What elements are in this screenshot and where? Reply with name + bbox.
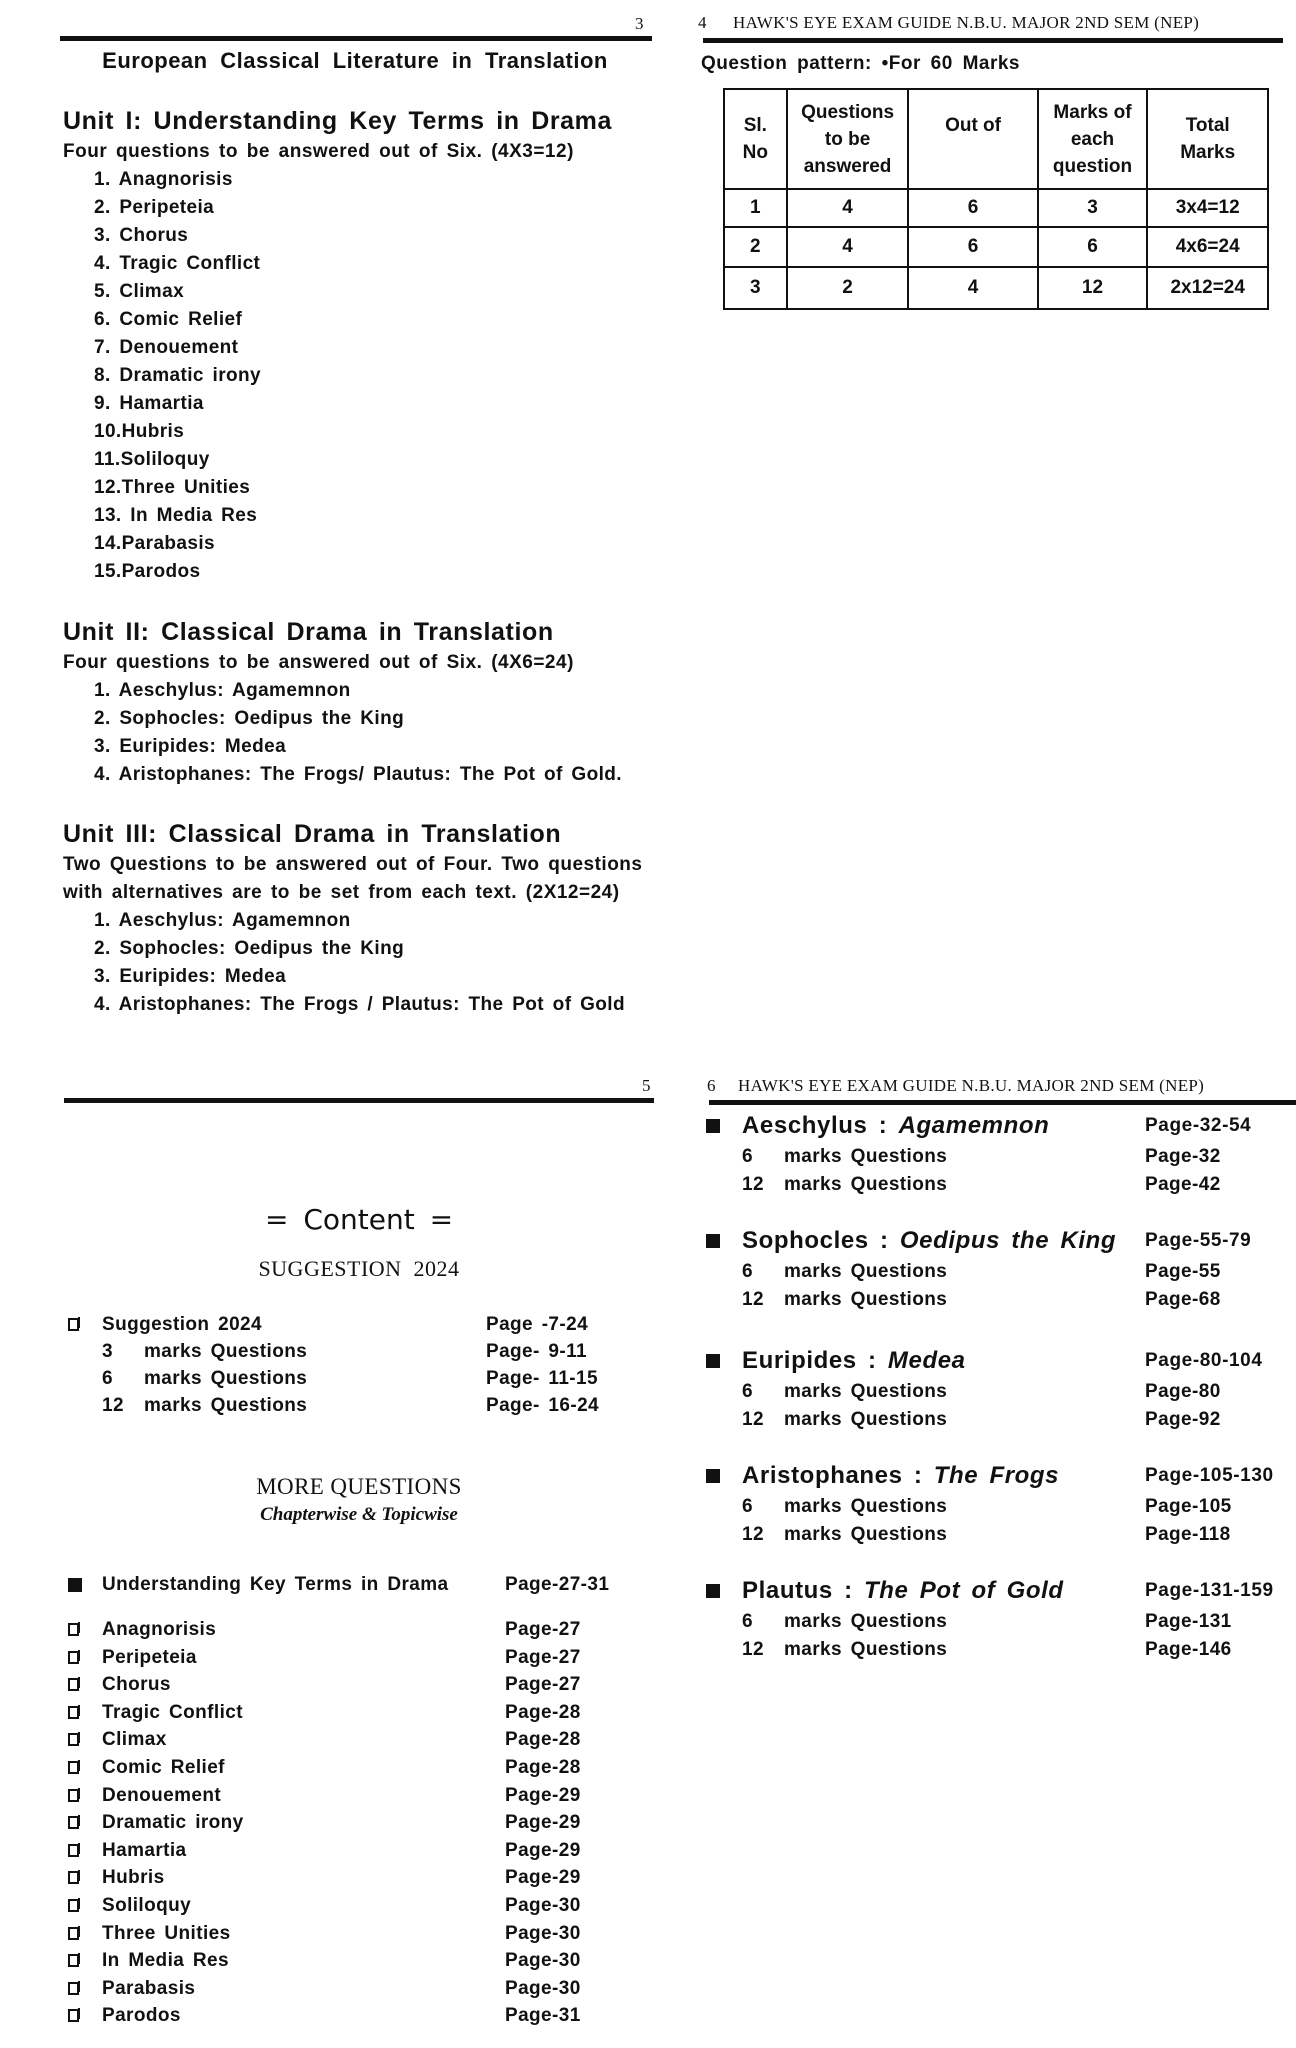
filled-square-icon [706, 1584, 720, 1598]
toc-entry-page: Page-92 [1145, 1408, 1221, 1430]
toc-entry-page: Page- 9-11 [486, 1341, 587, 1362]
toc-entry[interactable] [66, 1892, 646, 1919]
toc-entry-label: marks Questions [144, 1341, 308, 1362]
table-header-row [724, 89, 1268, 189]
unit-3-description-line-2: with alternatives are to be set from each text. (2X12=24) [63, 882, 620, 903]
toc-entry-page: Page-32-54 [1145, 1115, 1252, 1136]
toc-entry[interactable] [66, 2002, 646, 2029]
toc-entry-label: Anagnorisis [102, 1619, 217, 1640]
toc-entry-number: 6 [742, 1146, 753, 1167]
list-item: 3. Euripides: Medea [94, 736, 287, 757]
toc-entry-label: marks Questions [784, 1496, 948, 1517]
toc-entry-label: marks Questions [784, 1611, 948, 1632]
table-cell: 6 [908, 227, 1037, 267]
table-row [724, 267, 1268, 309]
table-cell: 12 [1038, 267, 1148, 309]
toc-entry-page: Page-30 [505, 1922, 581, 1944]
table-cell: 4 [787, 189, 909, 227]
toc-entry-label: Climax [102, 1729, 167, 1751]
question-pattern-label: Question pattern: •For 60 Marks [701, 53, 1020, 74]
toc-entry[interactable] [66, 1975, 646, 2002]
list-item: 13. In Media Res [94, 505, 258, 526]
toc-entry-page: Page-28 [505, 1701, 581, 1723]
toc-entry-number: 6 [102, 1368, 113, 1389]
toc-entry-label: marks Questions [784, 1638, 948, 1660]
checkbox-outline-icon [68, 1651, 79, 1664]
toc-entry-page: Page-30 [505, 1950, 581, 1972]
toc-entry[interactable] [706, 1258, 1286, 1285]
toc-entry-label: marks Questions [784, 1261, 948, 1282]
page-title: European Classical Literature in Translation [102, 48, 608, 73]
toc-section-euripides[interactable] [706, 1345, 1286, 1377]
toc-entry[interactable] [706, 1171, 1286, 1198]
filled-square-icon [706, 1119, 720, 1133]
toc-entry-label: marks Questions [784, 1173, 948, 1195]
page-number: 6 [707, 1076, 716, 1095]
toc-entry-label: Three Unities [102, 1922, 231, 1944]
work-title: Agamemnon [898, 1112, 1050, 1139]
toc-entry[interactable] [66, 1338, 626, 1365]
toc-entry-label: Understanding Key Terms in Drama [102, 1574, 449, 1595]
list-item: 5. Climax [94, 281, 185, 302]
list-item: 3. Euripides: Medea [94, 966, 287, 987]
checkbox-outline-icon [68, 1318, 79, 1331]
table-cell: 2 [724, 227, 787, 267]
toc-entry-page: Page- 16-24 [486, 1395, 600, 1416]
list-item: 15.Parodos [94, 561, 201, 582]
toc-entry-label: Hubris [102, 1867, 165, 1889]
toc-entry-page: Page-31 [505, 2005, 581, 2027]
toc-entry[interactable] [706, 1636, 1286, 1663]
toc-entry-page: Page-28 [505, 1757, 581, 1778]
toc-entry-page: Page- 11-15 [486, 1368, 598, 1389]
toc-entry-page: Page-27 [505, 1646, 581, 1668]
column-header-total-marks: Total Marks [1147, 89, 1268, 189]
toc-entry-page: Page-131-159 [1145, 1580, 1274, 1601]
toc-section-aeschylus[interactable] [706, 1110, 1286, 1142]
toc-entry-page: Page-105 [1145, 1496, 1232, 1517]
toc-entry-number: 12 [742, 1638, 764, 1660]
table-cell: 4 [908, 267, 1037, 309]
list-item: 4. Aristophanes: The Frogs/ Plautus: The Pot of Gold. [94, 764, 622, 785]
table-row [724, 189, 1268, 227]
toc-entry-label: Hamartia [102, 1839, 187, 1861]
table-cell: 3 [724, 267, 787, 309]
unit-2-description: Four questions to be answered out of Six. (4X6=24) [63, 652, 574, 673]
checkbox-outline-icon [68, 2009, 79, 2022]
toc-entry-label: marks Questions [144, 1395, 308, 1416]
table-cell: 1 [724, 189, 787, 227]
work-title: The Frogs [933, 1462, 1060, 1489]
toc-entry-number: 3 [102, 1341, 113, 1362]
unit-2-heading: Unit II: Classical Drama in Translation [63, 618, 554, 646]
toc-section-key-terms[interactable] [66, 1571, 646, 1598]
list-item: 2. Sophocles: Oedipus the King [94, 708, 405, 729]
unit-1-term-list [94, 166, 261, 586]
toc-entry[interactable] [706, 1493, 1286, 1520]
toc-entry-page: Page-105-130 [1145, 1465, 1274, 1486]
toc-entry[interactable] [66, 1616, 646, 1643]
toc-section-title [742, 1460, 1059, 1492]
checkbox-outline-icon [68, 1761, 79, 1774]
table-cell: 6 [908, 189, 1037, 227]
toc-entry-page: Page-55 [1145, 1261, 1221, 1282]
list-item: 11.Soliloquy [94, 449, 210, 470]
work-title: Oedipus the King [899, 1227, 1117, 1254]
toc-section-sophocles[interactable] [706, 1225, 1286, 1257]
toc-entry-page: Page-27 [505, 1619, 581, 1640]
toc-entry-number: 6 [742, 1611, 753, 1632]
toc-entry[interactable] [66, 1920, 646, 1947]
column-header-questions-to-be-answered: Questions to be answered [787, 89, 909, 189]
toc-entry[interactable] [706, 1286, 1286, 1313]
toc-entry[interactable] [66, 1644, 646, 1671]
toc-entry-page: Page -7-24 [486, 1314, 589, 1335]
page-number: 3 [635, 14, 644, 33]
toc-entry-label: Soliloquy [102, 1895, 192, 1916]
work-title: Medea [887, 1347, 966, 1374]
header-rule [64, 1098, 654, 1103]
separator: : [902, 1462, 934, 1489]
running-head: HAWK'S EYE EXAM GUIDE N.B.U. MAJOR 2ND SEM (NEP) [738, 1076, 1205, 1095]
toc-entry[interactable] [66, 1365, 626, 1392]
toc-section-title [742, 1345, 966, 1377]
column-header-out-of: Out of [908, 89, 1037, 189]
table-row [724, 227, 1268, 267]
page-number: 4 [698, 13, 707, 32]
checkbox-outline-icon [68, 1623, 79, 1636]
header-rule [703, 38, 1283, 43]
toc-entry-page: Page-30 [505, 1895, 581, 1916]
list-item: 2. Sophocles: Oedipus the King [94, 938, 405, 959]
toc-entry[interactable] [66, 1782, 646, 1809]
checkbox-outline-icon [68, 1678, 79, 1691]
toc-entry[interactable] [706, 1406, 1286, 1433]
author-name: Euripides [742, 1347, 857, 1374]
more-questions-subtitle: Chapterwise & Topicwise [260, 1504, 458, 1525]
toc-section-title [742, 1575, 1064, 1607]
table-cell: 6 [1038, 227, 1148, 267]
separator: : [856, 1347, 888, 1374]
toc-entry-page: Page-27-31 [505, 1574, 610, 1595]
unit-2-text-list [94, 677, 622, 789]
toc-entry-label: Denouement [102, 1784, 222, 1806]
toc-entry-page: Page-29 [505, 1867, 581, 1889]
checkbox-outline-icon [68, 1733, 79, 1746]
unit-1-description: Four questions to be answered out of Six. (4X3=12) [63, 141, 574, 162]
filled-square-icon [706, 1234, 720, 1248]
toc-entry[interactable] [706, 1378, 1286, 1405]
checkbox-outline-icon [68, 1927, 79, 1940]
toc-entry-page: Page-80-104 [1145, 1350, 1263, 1371]
column-header-marks-each: Marks of each question [1038, 89, 1148, 189]
unit-3-description-line-1: Two Questions to be answered out of Four. Two questions [63, 854, 643, 875]
toc-entry-page: Page-68 [1145, 1288, 1221, 1310]
toc-entry[interactable] [66, 1671, 646, 1698]
toc-entry[interactable] [66, 1837, 646, 1864]
table-cell: 2 [787, 267, 909, 309]
suggestion-title: SUGGESTION 2024 [258, 1256, 460, 1281]
work-title: The Pot of Gold [864, 1577, 1064, 1604]
toc-entry-page: Page-80 [1145, 1381, 1221, 1402]
table-cell: 3 [1038, 189, 1148, 227]
table-cell: 4x6=24 [1147, 227, 1268, 267]
list-item: 7. Denouement [94, 337, 239, 358]
toc-entry[interactable] [66, 1864, 646, 1891]
list-item: 1. Anagnorisis [94, 169, 233, 190]
list-item: 9. Hamartia [94, 393, 204, 414]
filled-square-icon [68, 1578, 82, 1592]
page-number: 5 [642, 1076, 651, 1095]
author-name: Aristophanes [742, 1462, 903, 1489]
toc-entry-page: Page-29 [505, 1839, 581, 1861]
toc-entry-label: marks Questions [784, 1288, 948, 1310]
toc-entry[interactable] [66, 1392, 626, 1419]
checkbox-outline-icon [68, 1954, 79, 1967]
author-name: Aeschylus [742, 1112, 868, 1139]
toc-entry-page: Page-146 [1145, 1638, 1232, 1660]
toc-section-aristophanes[interactable] [706, 1460, 1286, 1492]
toc-entry-label: marks Questions [784, 1408, 948, 1430]
list-item: 6. Comic Relief [94, 309, 243, 330]
list-item: 8. Dramatic irony [94, 365, 261, 386]
toc-section-title [742, 1110, 1049, 1142]
separator: : [868, 1227, 900, 1254]
checkbox-outline-icon [68, 1871, 79, 1884]
content-title: = Content = [264, 1203, 454, 1236]
toc-entry[interactable] [66, 1726, 646, 1753]
author-name: Plautus [742, 1577, 833, 1604]
toc-entry-number: 12 [102, 1395, 124, 1416]
unit-3-heading: Unit III: Classical Drama in Translation [63, 820, 562, 848]
checkbox-outline-icon [68, 1844, 79, 1857]
separator: : [867, 1112, 899, 1139]
list-item: 1. Aeschylus: Agamemnon [94, 680, 351, 701]
toc-entry[interactable] [66, 1809, 646, 1836]
toc-entry-page: Page-27 [505, 1674, 581, 1696]
filled-square-icon [706, 1469, 720, 1483]
toc-entry-page: Page-131 [1145, 1611, 1232, 1632]
list-item: 2. Peripeteia [94, 197, 215, 218]
table-cell: 4 [787, 227, 909, 267]
more-questions-title: MORE QUESTIONS [256, 1474, 462, 1499]
toc-entry-number: 6 [742, 1381, 753, 1402]
toc-entry-number: 12 [742, 1408, 764, 1430]
toc-entry-label: marks Questions [144, 1368, 308, 1389]
checkbox-outline-icon [68, 1789, 79, 1802]
toc-entry-label: Comic Relief [102, 1757, 225, 1778]
toc-section-title [742, 1225, 1116, 1257]
toc-entry-label: Parodos [102, 2005, 181, 2027]
toc-entry-suggestion[interactable] [66, 1311, 626, 1338]
question-pattern-table [723, 88, 1269, 310]
toc-entry-label: Peripeteia [102, 1646, 197, 1668]
toc-entry-label: Suggestion 2024 [102, 1314, 262, 1335]
toc-entry-number: 12 [742, 1288, 764, 1310]
checkbox-outline-icon [68, 1816, 79, 1829]
table-cell: 3x4=12 [1147, 189, 1268, 227]
toc-entry-page: Page-29 [505, 1784, 581, 1806]
toc-entry-page: Page-29 [505, 1812, 581, 1834]
toc-entry-label: Dramatic irony [102, 1812, 244, 1834]
toc-entry-page: Page-42 [1145, 1173, 1221, 1195]
list-item: 4. Aristophanes: The Frogs / Plautus: The Pot of Gold [94, 994, 625, 1015]
unit-3-text-list [94, 907, 625, 1019]
toc-entry-label: marks Questions [784, 1381, 948, 1402]
toc-entry-page: Page-28 [505, 1729, 581, 1751]
toc-entry-page: Page-118 [1145, 1523, 1231, 1545]
toc-entry-label: marks Questions [784, 1523, 948, 1545]
list-item: 12.Three Unities [94, 477, 251, 498]
list-item: 3. Chorus [94, 225, 189, 246]
checkbox-outline-icon [68, 1706, 79, 1719]
toc-entry[interactable] [706, 1143, 1286, 1170]
toc-entry[interactable] [66, 1754, 646, 1781]
toc-entry-label: marks Questions [784, 1146, 948, 1167]
toc-entry-number: 6 [742, 1261, 753, 1282]
header-rule [709, 1100, 1296, 1105]
running-head: HAWK'S EYE EXAM GUIDE N.B.U. MAJOR 2ND SEM (NEP) [733, 13, 1200, 32]
toc-entry-label: Chorus [102, 1674, 171, 1696]
toc-entry[interactable] [66, 1699, 646, 1726]
toc-entry-number: 12 [742, 1173, 764, 1195]
list-item: 4. Tragic Conflict [94, 253, 261, 274]
toc-entry-page: Page-55-79 [1145, 1230, 1252, 1251]
filled-square-icon [706, 1354, 720, 1368]
list-item: 10.Hubris [94, 421, 185, 442]
toc-entry-page: Page-32 [1145, 1146, 1221, 1167]
toc-entry[interactable] [66, 1947, 646, 1974]
checkbox-outline-icon [68, 1899, 79, 1912]
unit-1-heading: Unit I: Understanding Key Terms in Drama [63, 107, 613, 135]
toc-entry[interactable] [706, 1608, 1286, 1635]
toc-entry-label: In Media Res [102, 1950, 229, 1972]
list-item: 1. Aeschylus: Agamemnon [94, 910, 351, 931]
toc-entry-page: Page-30 [505, 1977, 581, 1999]
toc-section-plautus[interactable] [706, 1575, 1286, 1607]
author-name: Sophocles [742, 1227, 869, 1254]
column-header-sl-no: Sl. No [724, 89, 787, 189]
list-item: 14.Parabasis [94, 533, 215, 554]
toc-entry[interactable] [706, 1521, 1286, 1548]
checkbox-outline-icon [68, 1982, 79, 1995]
toc-entry-number: 12 [742, 1523, 764, 1545]
separator: : [832, 1577, 865, 1604]
toc-entry-label: Parabasis [102, 1977, 196, 1999]
table-cell: 2x12=24 [1147, 267, 1268, 309]
toc-entry-number: 6 [742, 1496, 753, 1517]
toc-entry-label: Tragic Conflict [102, 1701, 243, 1723]
header-rule [60, 36, 652, 41]
